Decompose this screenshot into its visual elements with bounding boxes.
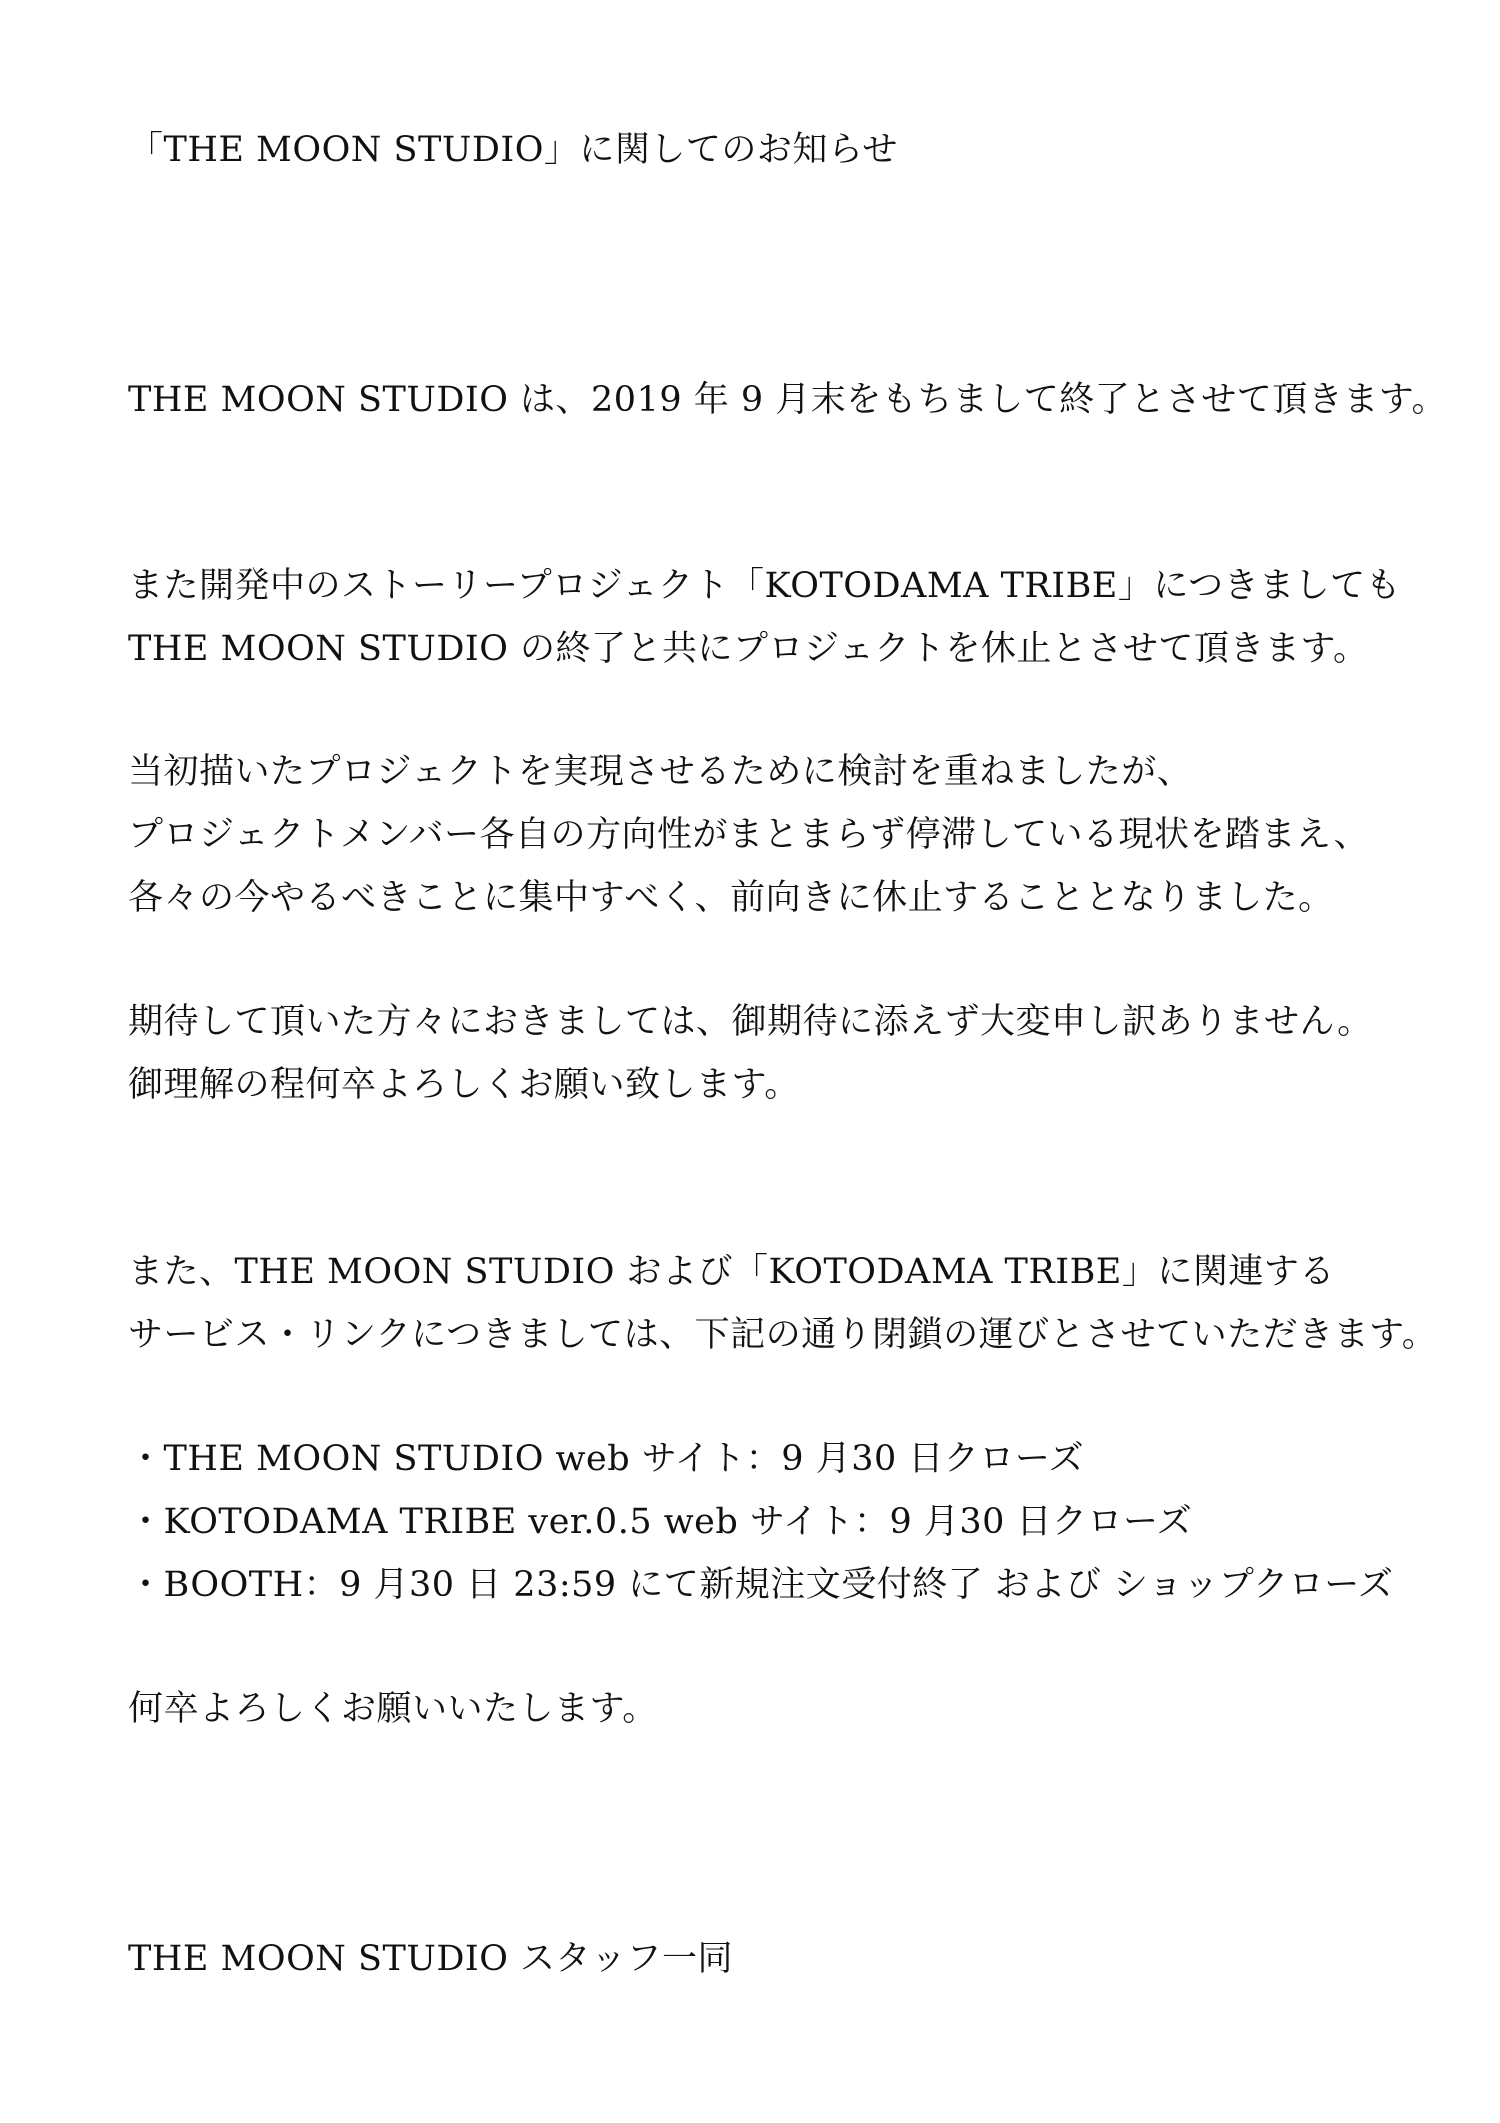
project-pause-line-1: また開発中のストーリープロジェクト「KOTODAMA TRIBE」につきましても: [128, 566, 1402, 606]
services-intro-line-2: サービス・リンクにつきましては、下記の通り閉鎖の運びとさせていただきます。: [128, 1315, 1438, 1355]
apology-line-1: 期待して頂いた方々におきましては、御期待に添えず大変申し訳ありません。: [128, 1002, 1373, 1042]
apology-line-2: 御理解の程何卒よろしくお願い致します。: [128, 1065, 800, 1105]
announcement-text: THE MOON STUDIO は、2019 年 9 月末をもちまして終了とさせて頂きます。: [128, 380, 1447, 420]
reason-line-2: プロジェクトメンバー各自の方向性がまとまらず停滞している現状を踏まえ、: [128, 815, 1370, 855]
notice-title: 「THE MOON STUDIO」に関してのお知らせ: [128, 130, 898, 170]
closing-text: 何卒よろしくお願いいたします。: [128, 1689, 658, 1729]
reason-line-1: 当初描いたプロジェクトを実現させるために検討を重ねましたが、: [128, 752, 1193, 792]
closure-item-booth: ・BOOTH：9 月30 日 23:59 にて新規注文受付終了 および ショップクローズ: [128, 1565, 1394, 1605]
closure-item-kotodama-site: ・KOTODAMA TRIBE ver.0.5 web サイト：9 月30 日クローズ: [128, 1502, 1193, 1542]
signature: THE MOON STUDIO スタッフ一同: [128, 1939, 734, 1979]
closure-item-website: ・THE MOON STUDIO web サイト：9 月30 日クローズ: [128, 1439, 1085, 1479]
services-intro-line-1: また、THE MOON STUDIO および「KOTODAMA TRIBE」に関連する: [128, 1252, 1335, 1292]
project-pause-line-2: THE MOON STUDIO の終了と共にプロジェクトを休止とさせて頂きます。: [128, 629, 1369, 669]
reason-line-3: 各々の今やるべきことに集中すべく、前向きに休止することとなりました。: [128, 878, 1334, 918]
